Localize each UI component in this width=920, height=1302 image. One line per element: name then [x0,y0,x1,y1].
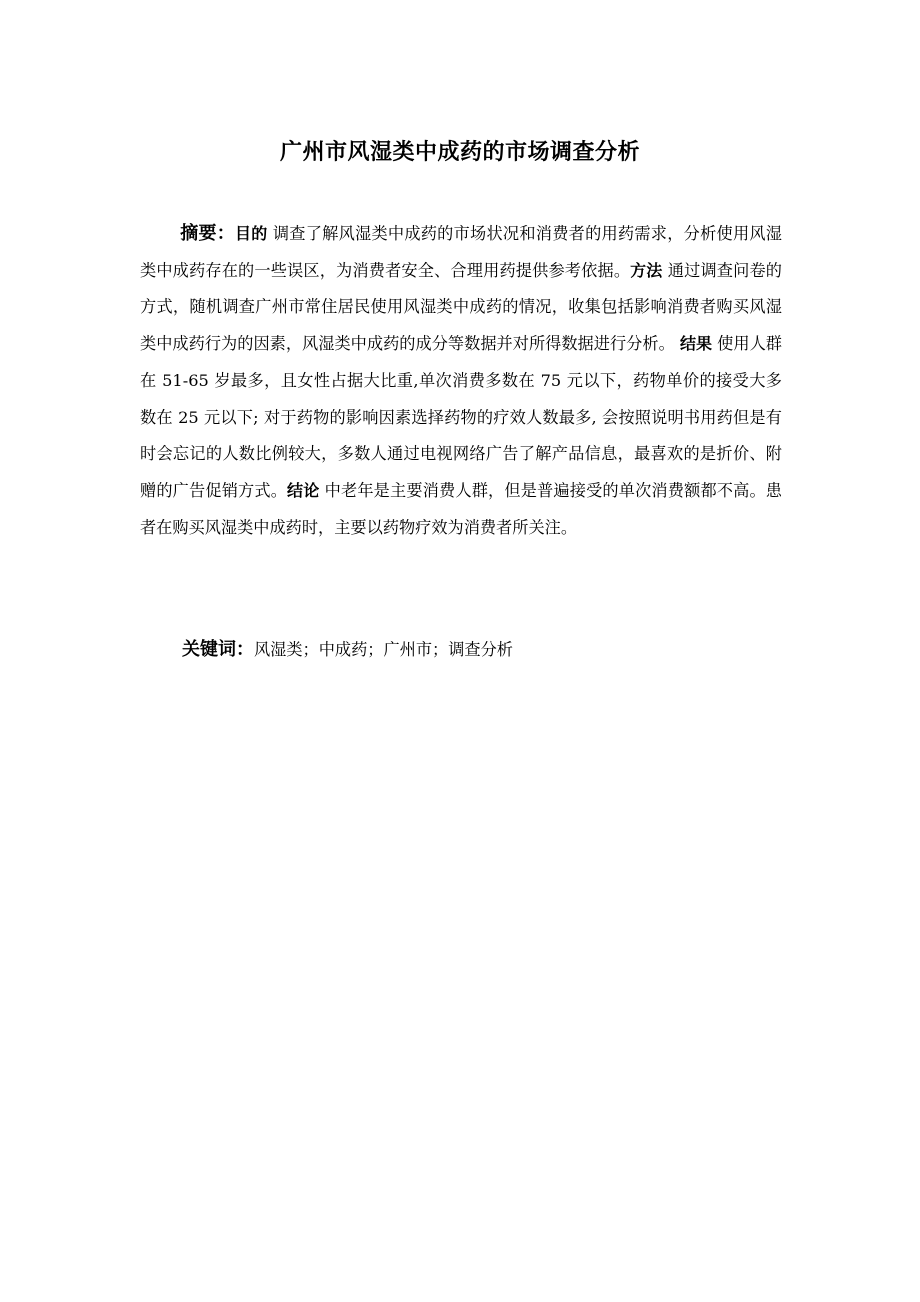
objective-label: 目的 [234,224,268,243]
conclusion-text: 中老年是主要消费人群，但是普遍接受的单次消费额都不高。患者在购买风湿类中成药时，主要以药物疗效为消费者所关注。 [140,480,782,537]
abstract-paragraph [140,216,782,546]
keywords-label: 关键词： [182,639,254,660]
result-label: 结果 [679,334,713,354]
method-text: 通过调查问卷的方式，随机调查广州市常住居民使用风湿类中成药的情况，收集包括影响消费者购买风湿类中成药行为的因素，风湿类中成药的成分等数据并对所得数据进行分析。 [140,260,782,354]
document-title: 广州市风湿类中成药的市场调查分析 [279,140,640,165]
abstract-label: 摘要： [180,223,235,244]
keywords-text: 风湿类；中成药；广州市；调查分析 [254,640,513,659]
result-text: 使用人群在 51-65 岁最多，且女性占据大比重,单次消费多数在 75 元以下，药物单价的接受大多数在 25 元以下; 对于药物的影响因素选择药物的疗效人数最多, 会按照说明书用药但是有时会忘记的人数比例较大，多数人通过电视网络广告了解产品信息，最喜欢的是折价、附赠的广告促销方式。 [140,334,782,500]
method-label: 方法 [630,260,663,280]
conclusion-label: 结论 [287,480,320,500]
objective-text: 调查了解风湿类中成药的市场状况和消费者的用药需求，分析使用风湿类中成药存在的一些误区，为消费者安全、合理用药提供参考依据。 [140,224,782,280]
keywords-line [182,634,782,666]
